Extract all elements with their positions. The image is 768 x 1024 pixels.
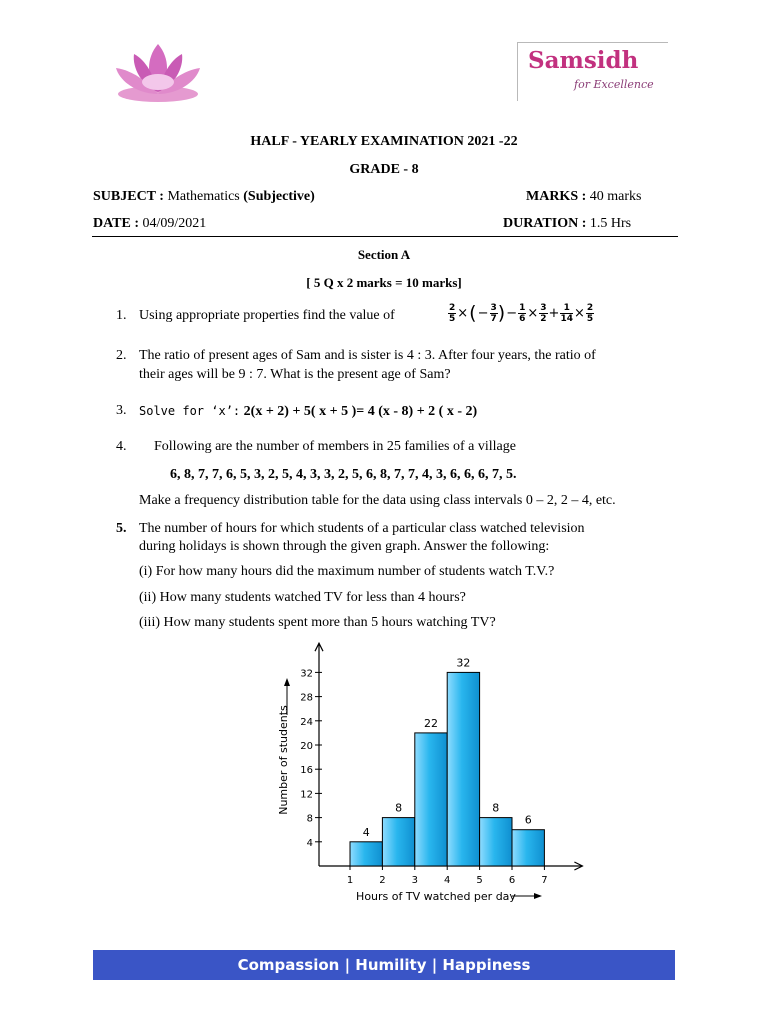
y-tick-label: 16	[300, 765, 313, 777]
q3-prefix: Solve for ‘x’:	[139, 404, 241, 418]
exam-title: HALF - YEARLY EXAMINATION 2021 -22	[250, 134, 518, 149]
y-tick-label: 24	[300, 716, 313, 728]
histogram-bar	[415, 733, 447, 866]
x-axis-label: Hours of TV watched per day	[356, 890, 516, 903]
bar-value-label: 32	[456, 656, 471, 670]
histogram-bar	[480, 818, 512, 866]
bar-value-label: 4	[362, 825, 370, 839]
times-sign: ×	[457, 305, 469, 321]
q3-number: 3.	[116, 403, 127, 418]
footer-banner	[93, 950, 675, 980]
duration-value: 1.5 Hrs	[589, 216, 632, 231]
section-title: Section A	[357, 247, 411, 262]
q1-number: 1.	[116, 308, 127, 323]
marks-value: 40 marks	[589, 189, 642, 204]
footer-motto: Compassion | Humility | Happiness	[237, 956, 531, 974]
q4-data: 6, 8, 7, 7, 6, 5, 3, 2, 5, 4, 3, 3, 2, 5, 6, 8, 7, 7, 4, 3, 6, 6, 6, 7, 5.	[170, 467, 517, 482]
x-tick-label: 2	[379, 875, 386, 886]
histogram-bar	[382, 818, 414, 866]
q4-instruction: Make a frequency distribution table for the data using class intervals 0 – 2, 2 – 4, etc.	[139, 493, 616, 508]
q2-line1: The ratio of present ages of Sam and is sister is 4 : 3. After four years, the ratio of	[139, 348, 596, 363]
grade: GRADE - 8	[349, 162, 419, 177]
fraction: $\frac{2}{5}$	[586, 302, 594, 324]
fraction: $\frac{2}{5}$	[449, 302, 456, 324]
left-paren: (	[469, 302, 477, 324]
q1-text: Using appropriate properties find the value of	[139, 308, 395, 323]
fraction: $\frac{3}{2}$	[540, 302, 547, 324]
section-marks: [ 5 Q x 2 marks = 10 marks]	[306, 275, 462, 290]
q5-sub1: (i) For how many hours did the maximum number of students watch T.V.?	[139, 564, 555, 579]
subject-label: SUBJECT :	[93, 189, 164, 204]
q3-equation: 2(x + 2) + 5( x + 5 )= 4 (x - 8) + 2 ( x - 2)	[243, 404, 478, 419]
y-tick-label: 32	[300, 668, 313, 680]
bar-value-label: 6	[524, 813, 532, 827]
q4-number: 4.	[116, 439, 127, 454]
histogram-bar	[512, 830, 544, 866]
q5-sub2: (ii) How many students watched TV for less than 4 hours?	[139, 590, 466, 605]
right-paren: )	[497, 302, 506, 324]
histogram-bar	[447, 672, 479, 866]
bar-value-label: 8	[395, 801, 403, 815]
times-sign: ×	[527, 305, 539, 321]
y-tick-label: 4	[306, 837, 313, 849]
marks-label: MARKS :	[526, 189, 587, 204]
q5-number: 5.	[116, 521, 127, 536]
y-label-arrowhead	[284, 678, 290, 686]
bar-value-label: 8	[492, 801, 500, 815]
bar-value-label: 22	[424, 716, 438, 730]
date-label: DATE :	[93, 216, 140, 231]
x-tick-label: 6	[508, 875, 516, 886]
q5-line1: The number of hours for which students of a particular class watched television	[139, 521, 585, 536]
x-tick-label: 1	[346, 875, 354, 886]
q5-line2: during holidays is shown through the given graph. Answer the following:	[139, 539, 550, 554]
x-tick-label: 3	[411, 875, 418, 886]
plus-sign: +	[548, 305, 560, 321]
times-sign: ×	[573, 305, 585, 321]
y-axis-label: Number of students	[277, 705, 290, 815]
x-tick-label: 7	[541, 875, 548, 886]
subject-type: (Subjective)	[243, 189, 315, 204]
subject-value: Mathematics	[167, 189, 240, 204]
q5-sub3: (iii) How many students spent more than 5 hours watching TV?	[139, 615, 496, 630]
duration-label: DURATION :	[503, 216, 587, 231]
histogram-bar	[350, 842, 382, 866]
y-tick-label: 20	[300, 741, 313, 752]
minus-sign: −	[477, 305, 489, 321]
fraction: $\frac{1}{6}$	[519, 302, 526, 324]
minus-sign: −	[506, 305, 518, 321]
q2-line2: their ages will be 9 : 7. What is the present age of Sam?	[139, 367, 451, 382]
y-tick-label: 28	[300, 692, 313, 704]
fraction: $\frac{1}{14}$	[560, 302, 573, 324]
brand-name: Samsidh	[528, 47, 639, 74]
y-tick-label: 8	[306, 813, 313, 825]
q4-text: Following are the number of members in 25 families of a village	[154, 439, 516, 454]
brand-tagline: for Excellence	[574, 78, 654, 91]
date-value: 04/09/2021	[142, 216, 207, 231]
x-tick-label: 5	[476, 875, 483, 886]
q2-number: 2.	[116, 348, 127, 363]
x-label-arrowhead	[534, 893, 542, 899]
x-tick-label: 4	[444, 875, 451, 886]
y-tick-label: 12	[300, 789, 313, 801]
chart-bars	[350, 672, 544, 866]
fraction: $\frac{3}{7}$	[490, 302, 497, 324]
